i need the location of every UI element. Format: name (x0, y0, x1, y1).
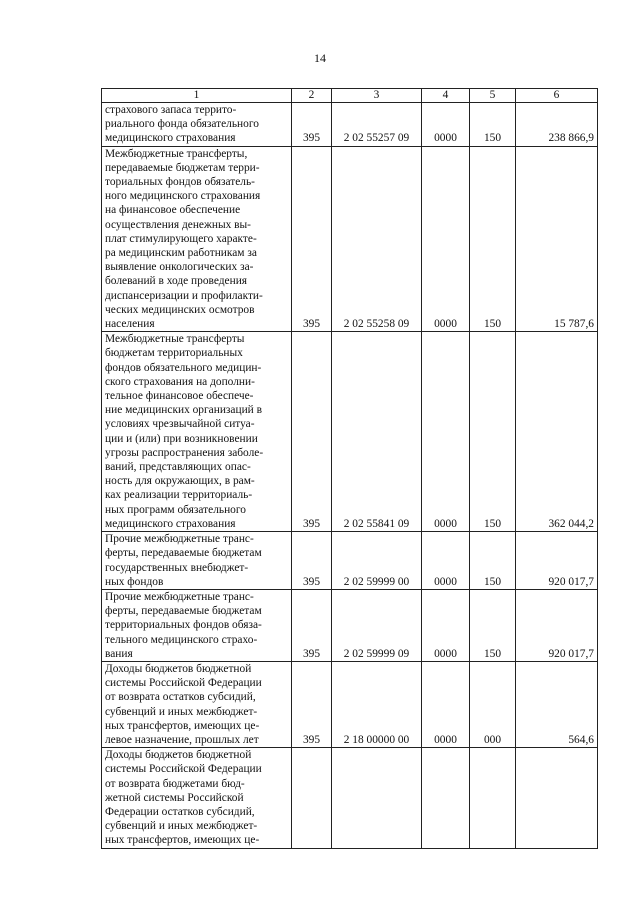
description-line: ческих медицинских осмотров (105, 303, 255, 316)
column-header: 4 (422, 89, 470, 103)
description-line: осуществления денежных вы- (105, 218, 251, 231)
description-line: выявление онкологических за- (105, 261, 254, 274)
description-line: ного медицинского страхования (105, 190, 261, 203)
kind-code: 150 (470, 532, 516, 590)
item-description (102, 532, 292, 590)
table-row (102, 532, 598, 590)
description-line: от возврата остатков субсидий, (105, 691, 256, 704)
admin-code: 395 (292, 103, 332, 147)
description-line: от возврата бюджетами бюд- (105, 777, 245, 790)
description-line: жетной системы Российской (105, 791, 244, 804)
description-line: Прочие межбюджетные транс- (105, 533, 254, 546)
description-line: диспансеризации и профилакти- (105, 289, 263, 302)
subtype-code: 0000 (422, 589, 470, 661)
description-line: государственных внебюджет- (105, 561, 249, 574)
admin-code: 395 (292, 661, 332, 747)
kind-code: 150 (470, 103, 516, 147)
description-line: Федерации остатков субсидий, (105, 805, 255, 818)
admin-code: 395 (292, 589, 332, 661)
description-line: угрозы распространения заболе- (105, 446, 264, 459)
subtype-code: 0000 (422, 661, 470, 747)
item-description (102, 103, 292, 147)
subtype-code: 0000 (422, 332, 470, 532)
table-row (102, 748, 598, 848)
item-description (102, 748, 292, 848)
kind-code: 150 (470, 332, 516, 532)
description-line: территориальных фондов обяза- (105, 619, 262, 632)
item-description (102, 661, 292, 747)
revenue-code: 2 02 59999 00 (332, 532, 422, 590)
amount: 920 017,7 (516, 589, 598, 661)
page-number: 14 (314, 51, 326, 65)
item-description (102, 332, 292, 532)
table-body (102, 103, 598, 849)
description-line: плат стимулирующего характе- (105, 232, 257, 245)
budget-table (101, 88, 598, 849)
description-line: Доходы бюджетов бюджетной (105, 662, 252, 675)
description-line: ции и (или) при возникновении (105, 432, 258, 445)
admin-code: 395 (292, 146, 332, 332)
description-line: медицинского страхования (105, 132, 236, 145)
description-line: ваний, представляющих опас- (105, 461, 251, 474)
description-line: страхового запаса террито- (105, 104, 237, 116)
amount: 362 044,2 (516, 332, 598, 532)
table-row (102, 589, 598, 661)
description-line: ториальных фондов обязатель- (105, 176, 255, 189)
amount: 564,6 (516, 661, 598, 747)
description-line: левое назначение, прошлых лет (105, 733, 259, 746)
revenue-code: 2 18 00000 00 (332, 661, 422, 747)
description-line: ность для окружающих, в рам- (105, 475, 255, 488)
description-line: субвенций и иных межбюджет- (105, 705, 258, 718)
description-line: болеваний в ходе проведения (105, 275, 248, 288)
description-line: тельного медицинского страхо- (105, 633, 258, 646)
description-line: системы Российской Федерации (105, 763, 262, 776)
kind-code (470, 748, 516, 848)
item-description (102, 146, 292, 332)
amount: 920 017,7 (516, 532, 598, 590)
kind-code: 000 (470, 661, 516, 747)
subtype-code: 0000 (422, 532, 470, 590)
revenue-code (332, 748, 422, 848)
description-line: ние медицинских организаций в (105, 404, 262, 417)
description-line: субвенций и иных межбюджет- (105, 820, 258, 833)
description-line: ных трансфертов, имеющих це- (105, 834, 260, 847)
description-line: риального фонда обязательного (105, 118, 259, 131)
kind-code: 150 (470, 146, 516, 332)
description-line: ных фондов (105, 575, 164, 588)
revenue-code: 2 02 55841 09 (332, 332, 422, 532)
subtype-code (422, 748, 470, 848)
description-line: Прочие межбюджетные транс- (105, 590, 254, 603)
subtype-code: 0000 (422, 146, 470, 332)
table-row (102, 332, 598, 532)
revenue-code: 2 02 55258 09 (332, 146, 422, 332)
amount (516, 748, 598, 848)
column-header: 2 (292, 89, 332, 103)
kind-code: 150 (470, 589, 516, 661)
description-line: вания (105, 647, 133, 660)
amount: 238 866,9 (516, 103, 598, 147)
admin-code (292, 748, 332, 848)
table-row (102, 661, 598, 747)
description-line: системы Российской Федерации (105, 677, 262, 690)
column-header: 1 (102, 89, 292, 103)
header-row (102, 89, 598, 103)
description-line: тельное финансовое обеспече- (105, 390, 254, 403)
description-line: на финансовое обеспечение (105, 204, 241, 217)
description-line: Межбюджетные трансферты (105, 333, 245, 346)
table-row (102, 103, 598, 147)
description-line: населения (105, 318, 155, 331)
admin-code: 395 (292, 532, 332, 590)
amount: 15 787,6 (516, 146, 598, 332)
revenue-code: 2 02 55257 09 (332, 103, 422, 147)
description-line: условиях чрезвычайной ситуа- (105, 418, 255, 431)
description-line: Межбюджетные трансферты, (105, 147, 248, 160)
description-line: ках реализации территориаль- (105, 489, 253, 502)
description-line: ра медицинским работникам за (105, 247, 257, 260)
description-line: ферты, передаваемые бюджетам (105, 547, 262, 560)
column-header: 6 (516, 89, 598, 103)
description-line: ского страхования на дополни- (105, 375, 255, 388)
table-row (102, 146, 598, 332)
revenue-code: 2 02 59999 09 (332, 589, 422, 661)
description-line: бюджетам территориальных (105, 347, 243, 360)
description-line: передаваемые бюджетам терри- (105, 161, 260, 174)
description-line: Доходы бюджетов бюджетной (105, 749, 252, 762)
description-line: медицинского страхования (105, 517, 236, 530)
subtype-code: 0000 (422, 103, 470, 147)
description-line: фондов обязательного медицин- (105, 361, 262, 374)
description-line: ных программ обязательного (105, 503, 246, 516)
item-description (102, 589, 292, 661)
column-header: 3 (332, 89, 422, 103)
admin-code: 395 (292, 332, 332, 532)
description-line: ных трансфертов, имеющих це- (105, 719, 260, 732)
column-header: 5 (470, 89, 516, 103)
description-line: ферты, передаваемые бюджетам (105, 605, 262, 618)
